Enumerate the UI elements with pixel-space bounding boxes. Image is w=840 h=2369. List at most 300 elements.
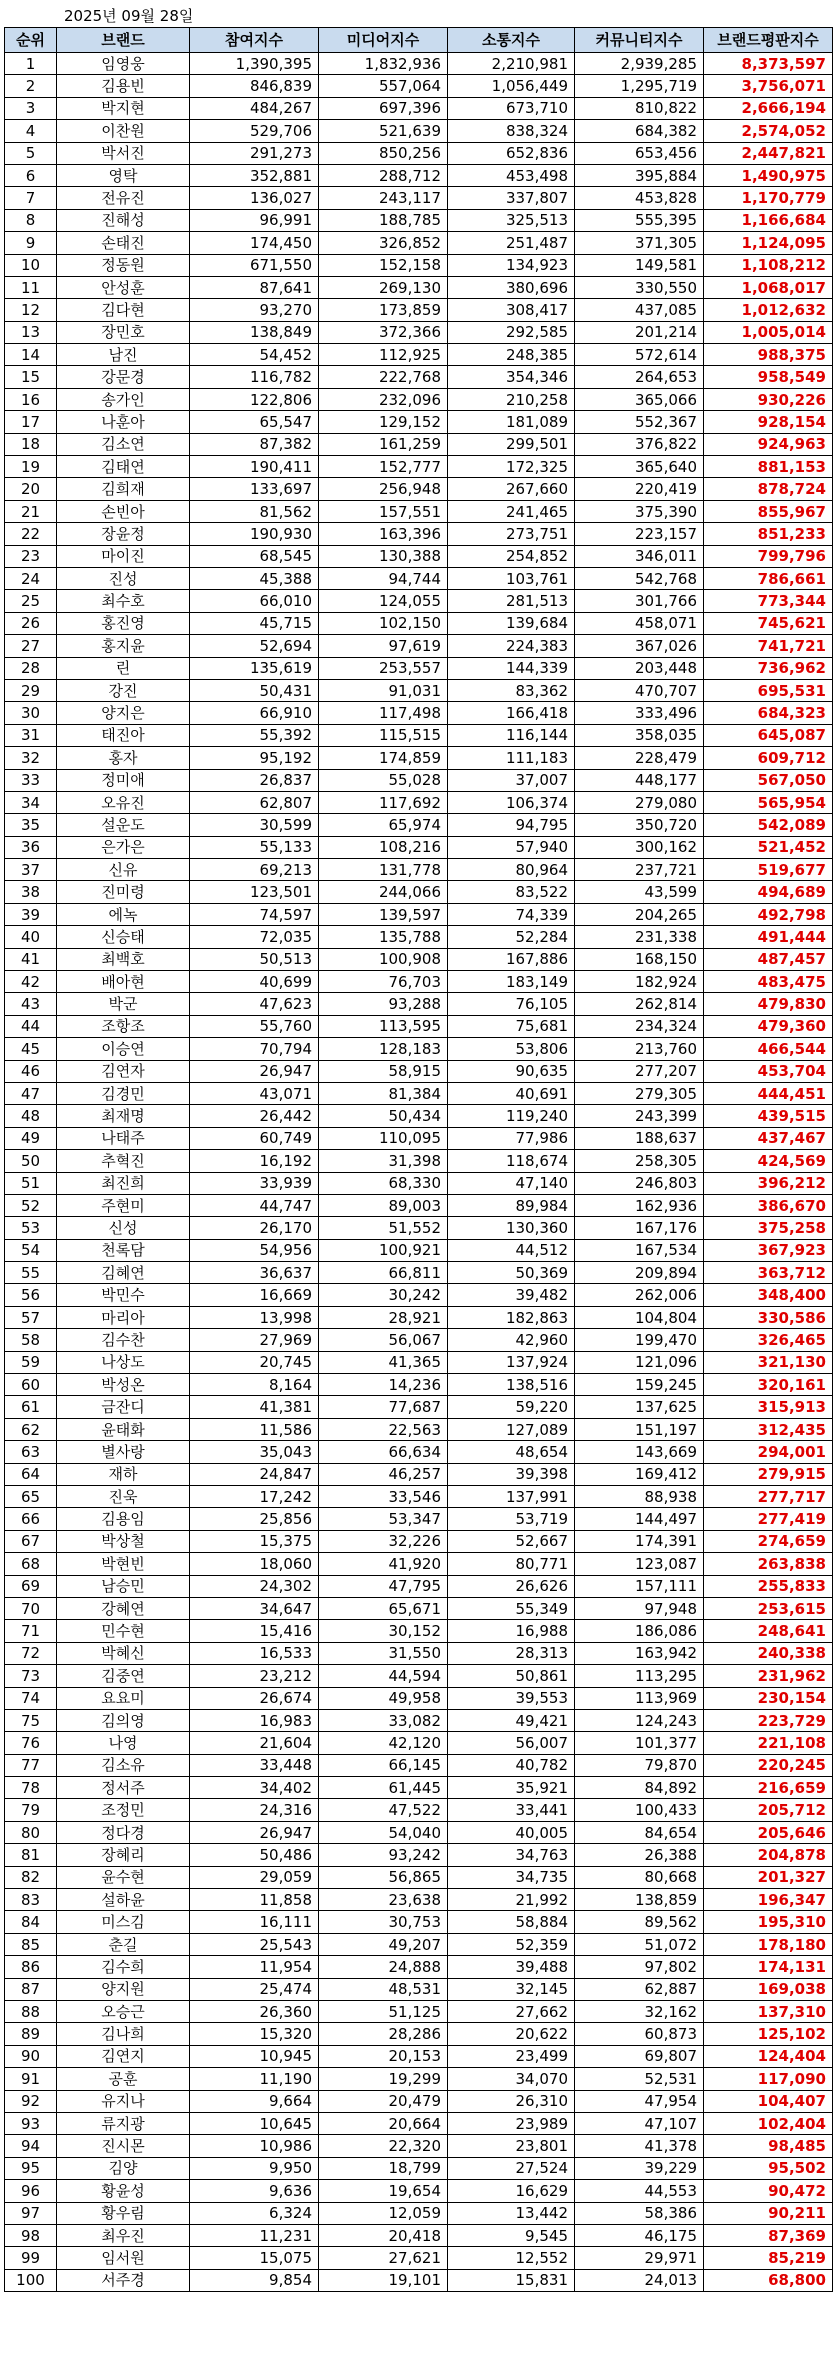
table-row [5, 366, 833, 388]
media-cell: 22,320 [319, 2135, 448, 2157]
community-cell: 51,072 [575, 1933, 704, 1955]
brand-name-cell: 안성훈 [57, 276, 190, 298]
community-cell: 169,412 [575, 1463, 704, 1485]
table-row [5, 97, 833, 119]
table-row [5, 545, 833, 567]
participation-cell: 45,388 [190, 567, 319, 589]
table-row [5, 903, 833, 925]
participation-cell: 116,782 [190, 366, 319, 388]
participation-cell: 27,969 [190, 1329, 319, 1351]
communication-cell: 119,240 [448, 1105, 575, 1127]
participation-cell: 50,486 [190, 1844, 319, 1866]
participation-cell: 190,930 [190, 523, 319, 545]
participation-cell: 43,071 [190, 1082, 319, 1104]
communication-cell: 380,696 [448, 276, 575, 298]
brand-reputation-cell: 375,258 [704, 1217, 833, 1239]
table-row [5, 120, 833, 142]
brand-name-cell: 미스김 [57, 1911, 190, 1933]
rank-cell: 59 [5, 1351, 57, 1373]
media-cell: 100,921 [319, 1239, 448, 1261]
participation-cell: 18,060 [190, 1553, 319, 1575]
rank-cell: 98 [5, 2224, 57, 2246]
community-cell: 371,305 [575, 232, 704, 254]
brand-reputation-cell: 178,180 [704, 1933, 833, 1955]
rank-cell: 94 [5, 2135, 57, 2157]
brand-reputation-cell: 87,369 [704, 2224, 833, 2246]
header-rank: 순위 [5, 28, 57, 53]
media-cell: 117,692 [319, 791, 448, 813]
community-cell: 1,295,719 [575, 75, 704, 97]
participation-cell: 10,986 [190, 2135, 319, 2157]
community-cell: 151,197 [575, 1418, 704, 1440]
media-cell: 54,040 [319, 1821, 448, 1843]
brand-reputation-cell: 519,677 [704, 859, 833, 881]
table-row [5, 1530, 833, 1552]
table-row [5, 2090, 833, 2112]
participation-cell: 25,856 [190, 1508, 319, 1530]
table-row [5, 657, 833, 679]
table-row [5, 993, 833, 1015]
brand-name-cell: 장윤정 [57, 523, 190, 545]
media-cell: 163,396 [319, 523, 448, 545]
media-cell: 41,920 [319, 1553, 448, 1575]
brand-name-cell: 전유진 [57, 187, 190, 209]
table-row [5, 1911, 833, 1933]
participation-cell: 13,998 [190, 1306, 319, 1328]
communication-cell: 254,852 [448, 545, 575, 567]
media-cell: 31,398 [319, 1150, 448, 1172]
communication-cell: 35,921 [448, 1777, 575, 1799]
header-row [5, 28, 833, 53]
media-cell: 33,546 [319, 1486, 448, 1508]
participation-cell: 69,213 [190, 859, 319, 881]
community-cell: 243,399 [575, 1105, 704, 1127]
brand-name-cell: 양지원 [57, 1978, 190, 2000]
table-row [5, 1441, 833, 1463]
rank-cell: 95 [5, 2157, 57, 2179]
community-cell: 395,884 [575, 164, 704, 186]
community-cell: 448,177 [575, 769, 704, 791]
rank-cell: 83 [5, 1889, 57, 1911]
communication-cell: 47,140 [448, 1172, 575, 1194]
rank-cell: 79 [5, 1799, 57, 1821]
brand-reputation-cell: 274,659 [704, 1530, 833, 1552]
media-cell: 97,619 [319, 635, 448, 657]
community-cell: 220,419 [575, 478, 704, 500]
participation-cell: 26,947 [190, 1821, 319, 1843]
participation-cell: 54,956 [190, 1239, 319, 1261]
table-row [5, 1665, 833, 1687]
brand-name-cell: 홍자 [57, 747, 190, 769]
media-cell: 77,687 [319, 1396, 448, 1418]
participation-cell: 81,562 [190, 500, 319, 522]
rank-cell: 18 [5, 433, 57, 455]
brand-name-cell: 홍지윤 [57, 635, 190, 657]
rank-cell: 53 [5, 1217, 57, 1239]
community-cell: 79,870 [575, 1754, 704, 1776]
brand-reputation-cell: 205,646 [704, 1821, 833, 1843]
table-row [5, 1732, 833, 1754]
community-cell: 162,936 [575, 1194, 704, 1216]
brand-name-cell: 나영 [57, 1732, 190, 1754]
brand-reputation-cell: 230,154 [704, 1687, 833, 1709]
participation-cell: 138,849 [190, 321, 319, 343]
brand-name-cell: 마리아 [57, 1306, 190, 1328]
rank-cell: 47 [5, 1082, 57, 1104]
media-cell: 19,101 [319, 2269, 448, 2291]
participation-cell: 47,623 [190, 993, 319, 1015]
media-cell: 51,125 [319, 2000, 448, 2022]
community-cell: 279,080 [575, 791, 704, 813]
table-row [5, 1127, 833, 1149]
participation-cell: 65,547 [190, 411, 319, 433]
brand-name-cell: 나태주 [57, 1127, 190, 1149]
header-media: 미디어지수 [319, 28, 448, 53]
media-cell: 117,498 [319, 702, 448, 724]
brand-reputation-cell: 444,451 [704, 1082, 833, 1104]
rank-cell: 90 [5, 2045, 57, 2067]
community-cell: 350,720 [575, 814, 704, 836]
table-row [5, 1620, 833, 1642]
media-cell: 42,120 [319, 1732, 448, 1754]
brand-name-cell: 윤태화 [57, 1418, 190, 1440]
community-cell: 542,768 [575, 567, 704, 589]
brand-reputation-cell: 1,012,632 [704, 299, 833, 321]
participation-cell: 16,533 [190, 1642, 319, 1664]
rank-cell: 50 [5, 1150, 57, 1172]
brand-name-cell: 장민호 [57, 321, 190, 343]
communication-cell: 50,861 [448, 1665, 575, 1687]
communication-cell: 21,992 [448, 1889, 575, 1911]
brand-reputation-cell: 439,515 [704, 1105, 833, 1127]
participation-cell: 9,636 [190, 2180, 319, 2202]
rank-cell: 4 [5, 120, 57, 142]
participation-cell: 15,375 [190, 1530, 319, 1552]
participation-cell: 25,474 [190, 1978, 319, 2000]
communication-cell: 299,501 [448, 433, 575, 455]
table-row [5, 1418, 833, 1440]
media-cell: 174,859 [319, 747, 448, 769]
community-cell: 44,553 [575, 2180, 704, 2202]
rank-cell: 32 [5, 747, 57, 769]
community-cell: 113,969 [575, 1687, 704, 1709]
brand-reputation-cell: 424,569 [704, 1150, 833, 1172]
brand-reputation-cell: 312,435 [704, 1418, 833, 1440]
participation-cell: 16,111 [190, 1911, 319, 1933]
participation-cell: 60,749 [190, 1127, 319, 1149]
community-cell: 157,111 [575, 1575, 704, 1597]
rank-cell: 67 [5, 1530, 57, 1552]
community-cell: 137,625 [575, 1396, 704, 1418]
brand-name-cell: 정서주 [57, 1777, 190, 1799]
participation-cell: 55,392 [190, 724, 319, 746]
participation-cell: 15,320 [190, 2023, 319, 2045]
table-row [5, 1396, 833, 1418]
brand-name-cell: 신유 [57, 859, 190, 881]
media-cell: 66,145 [319, 1754, 448, 1776]
brand-name-cell: 나훈아 [57, 411, 190, 433]
brand-reputation-cell: 479,360 [704, 1015, 833, 1037]
participation-cell: 291,273 [190, 142, 319, 164]
brand-reputation-cell: 315,913 [704, 1396, 833, 1418]
community-cell: 186,086 [575, 1620, 704, 1642]
brand-reputation-cell: 741,721 [704, 635, 833, 657]
rank-cell: 84 [5, 1911, 57, 1933]
community-cell: 376,822 [575, 433, 704, 455]
table-row [5, 1933, 833, 1955]
table-row [5, 1709, 833, 1731]
brand-name-cell: 주현미 [57, 1194, 190, 1216]
communication-cell: 53,806 [448, 1038, 575, 1060]
rank-cell: 37 [5, 859, 57, 881]
rank-cell: 40 [5, 926, 57, 948]
media-cell: 128,183 [319, 1038, 448, 1060]
brand-reputation-cell: 2,447,821 [704, 142, 833, 164]
rank-cell: 12 [5, 299, 57, 321]
brand-reputation-cell: 221,108 [704, 1732, 833, 1754]
brand-name-cell: 김수희 [57, 1956, 190, 1978]
table-row [5, 2224, 833, 2246]
rank-cell: 55 [5, 1262, 57, 1284]
brand-name-cell: 류지광 [57, 2112, 190, 2134]
communication-cell: 33,441 [448, 1799, 575, 1821]
brand-name-cell: 남진 [57, 344, 190, 366]
rank-cell: 51 [5, 1172, 57, 1194]
participation-cell: 52,694 [190, 635, 319, 657]
media-cell: 253,557 [319, 657, 448, 679]
brand-name-cell: 정미애 [57, 769, 190, 791]
brand-name-cell: 최수호 [57, 590, 190, 612]
table-row [5, 1329, 833, 1351]
rank-cell: 17 [5, 411, 57, 433]
rank-cell: 23 [5, 545, 57, 567]
media-cell: 30,242 [319, 1284, 448, 1306]
media-cell: 19,299 [319, 2068, 448, 2090]
header-community: 커뮤니티지수 [575, 28, 704, 53]
community-cell: 358,035 [575, 724, 704, 746]
brand-reputation-cell: 491,444 [704, 926, 833, 948]
table-row [5, 254, 833, 276]
communication-cell: 103,761 [448, 567, 575, 589]
table-row [5, 702, 833, 724]
communication-cell: 77,986 [448, 1127, 575, 1149]
brand-reputation-cell: 95,502 [704, 2157, 833, 2179]
communication-cell: 182,863 [448, 1306, 575, 1328]
participation-cell: 6,324 [190, 2202, 319, 2224]
communication-cell: 27,524 [448, 2157, 575, 2179]
communication-cell: 83,522 [448, 881, 575, 903]
brand-reputation-cell: 928,154 [704, 411, 833, 433]
brand-reputation-cell: 124,404 [704, 2045, 833, 2067]
brand-reputation-cell: 542,089 [704, 814, 833, 836]
community-cell: 100,433 [575, 1799, 704, 1821]
table-row [5, 1172, 833, 1194]
community-cell: 234,324 [575, 1015, 704, 1037]
brand-reputation-cell: 437,467 [704, 1127, 833, 1149]
media-cell: 113,595 [319, 1015, 448, 1037]
brand-reputation-cell: 521,452 [704, 836, 833, 858]
brand-reputation-cell: 204,878 [704, 1844, 833, 1866]
brand-name-cell: 진미령 [57, 881, 190, 903]
brand-name-cell: 김의영 [57, 1709, 190, 1731]
communication-cell: 55,349 [448, 1597, 575, 1619]
rank-cell: 10 [5, 254, 57, 276]
brand-reputation-cell: 1,124,095 [704, 232, 833, 254]
communication-cell: 130,360 [448, 1217, 575, 1239]
media-cell: 94,744 [319, 567, 448, 589]
community-cell: 228,479 [575, 747, 704, 769]
community-cell: 213,760 [575, 1038, 704, 1060]
media-cell: 1,832,936 [319, 53, 448, 75]
participation-cell: 16,669 [190, 1284, 319, 1306]
table-row [5, 567, 833, 589]
participation-cell: 11,190 [190, 2068, 319, 2090]
community-cell: 209,894 [575, 1262, 704, 1284]
brand-reputation-cell: 396,212 [704, 1172, 833, 1194]
participation-cell: 9,854 [190, 2269, 319, 2291]
communication-cell: 116,144 [448, 724, 575, 746]
brand-reputation-cell: 201,327 [704, 1866, 833, 1888]
participation-cell: 40,699 [190, 971, 319, 993]
media-cell: 31,550 [319, 1642, 448, 1664]
brand-name-cell: 민수현 [57, 1620, 190, 1642]
media-cell: 93,288 [319, 993, 448, 1015]
brand-reputation-cell: 878,724 [704, 478, 833, 500]
table-row [5, 1508, 833, 1530]
community-cell: 375,390 [575, 500, 704, 522]
brand-name-cell: 김중연 [57, 1665, 190, 1687]
community-cell: 365,640 [575, 456, 704, 478]
participation-cell: 23,212 [190, 1665, 319, 1687]
participation-cell: 33,448 [190, 1754, 319, 1776]
table-body [5, 53, 833, 2292]
rank-cell: 73 [5, 1665, 57, 1687]
rank-cell: 14 [5, 344, 57, 366]
community-cell: 333,496 [575, 702, 704, 724]
participation-cell: 87,641 [190, 276, 319, 298]
brand-name-cell: 공훈 [57, 2068, 190, 2090]
table-row [5, 2023, 833, 2045]
brand-reputation-cell: 255,833 [704, 1575, 833, 1597]
brand-name-cell: 김다현 [57, 299, 190, 321]
media-cell: 50,434 [319, 1105, 448, 1127]
brand-reputation-cell: 320,161 [704, 1374, 833, 1396]
table-row [5, 2180, 833, 2202]
brand-reputation-cell: 487,457 [704, 948, 833, 970]
brand-name-cell: 진성 [57, 567, 190, 589]
media-cell: 33,082 [319, 1709, 448, 1731]
community-cell: 26,388 [575, 1844, 704, 1866]
brand-reputation-cell: 216,659 [704, 1777, 833, 1799]
communication-cell: 106,374 [448, 791, 575, 813]
community-cell: 201,214 [575, 321, 704, 343]
brand-reputation-cell: 348,400 [704, 1284, 833, 1306]
table-row [5, 791, 833, 813]
brand-reputation-cell: 231,962 [704, 1665, 833, 1687]
participation-cell: 44,747 [190, 1194, 319, 1216]
participation-cell: 95,192 [190, 747, 319, 769]
media-cell: 48,531 [319, 1978, 448, 2000]
table-row [5, 1374, 833, 1396]
participation-cell: 484,267 [190, 97, 319, 119]
brand-name-cell: 윤수현 [57, 1866, 190, 1888]
rank-cell: 88 [5, 2000, 57, 2022]
community-cell: 367,026 [575, 635, 704, 657]
participation-cell: 25,543 [190, 1933, 319, 1955]
table-row [5, 500, 833, 522]
brand-name-cell: 황우림 [57, 2202, 190, 2224]
community-cell: 97,802 [575, 1956, 704, 1978]
community-cell: 223,157 [575, 523, 704, 545]
communication-cell: 40,782 [448, 1754, 575, 1776]
communication-cell: 325,513 [448, 209, 575, 231]
brand-name-cell: 김경민 [57, 1082, 190, 1104]
communication-cell: 53,719 [448, 1508, 575, 1530]
rank-cell: 21 [5, 500, 57, 522]
communication-cell: 210,258 [448, 388, 575, 410]
communication-cell: 26,310 [448, 2090, 575, 2112]
participation-cell: 15,075 [190, 2247, 319, 2269]
community-cell: 24,013 [575, 2269, 704, 2291]
community-cell: 552,367 [575, 411, 704, 433]
communication-cell: 137,991 [448, 1486, 575, 1508]
brand-reputation-cell: 117,090 [704, 2068, 833, 2090]
rank-cell: 34 [5, 791, 57, 813]
participation-cell: 41,381 [190, 1396, 319, 1418]
brand-name-cell: 에녹 [57, 903, 190, 925]
rank-cell: 6 [5, 164, 57, 186]
rank-cell: 2 [5, 75, 57, 97]
communication-cell: 13,442 [448, 2202, 575, 2224]
brand-reputation-cell: 195,310 [704, 1911, 833, 1933]
communication-cell: 83,362 [448, 679, 575, 701]
brand-reputation-cell: 881,153 [704, 456, 833, 478]
community-cell: 89,562 [575, 1911, 704, 1933]
communication-cell: 137,924 [448, 1351, 575, 1373]
communication-cell: 39,398 [448, 1463, 575, 1485]
communication-cell: 59,220 [448, 1396, 575, 1418]
rank-cell: 63 [5, 1441, 57, 1463]
rank-cell: 48 [5, 1105, 57, 1127]
brand-name-cell: 박상철 [57, 1530, 190, 1552]
participation-cell: 8,164 [190, 1374, 319, 1396]
media-cell: 326,852 [319, 232, 448, 254]
brand-name-cell: 요요미 [57, 1687, 190, 1709]
table-row [5, 1262, 833, 1284]
communication-cell: 50,369 [448, 1262, 575, 1284]
rank-cell: 82 [5, 1866, 57, 1888]
rank-cell: 27 [5, 635, 57, 657]
media-cell: 47,522 [319, 1799, 448, 1821]
media-cell: 188,785 [319, 209, 448, 231]
table-row [5, 1889, 833, 1911]
participation-cell: 174,450 [190, 232, 319, 254]
rank-cell: 44 [5, 1015, 57, 1037]
media-cell: 232,096 [319, 388, 448, 410]
communication-cell: 80,964 [448, 859, 575, 881]
brand-reputation-cell: 169,038 [704, 1978, 833, 2000]
participation-cell: 846,839 [190, 75, 319, 97]
brand-reputation-cell: 277,717 [704, 1486, 833, 1508]
brand-name-cell: 김태연 [57, 456, 190, 478]
communication-cell: 37,007 [448, 769, 575, 791]
brand-reputation-cell: 137,310 [704, 2000, 833, 2022]
media-cell: 124,055 [319, 590, 448, 612]
media-cell: 102,150 [319, 612, 448, 634]
rank-cell: 74 [5, 1687, 57, 1709]
rank-cell: 54 [5, 1239, 57, 1261]
participation-cell: 70,794 [190, 1038, 319, 1060]
